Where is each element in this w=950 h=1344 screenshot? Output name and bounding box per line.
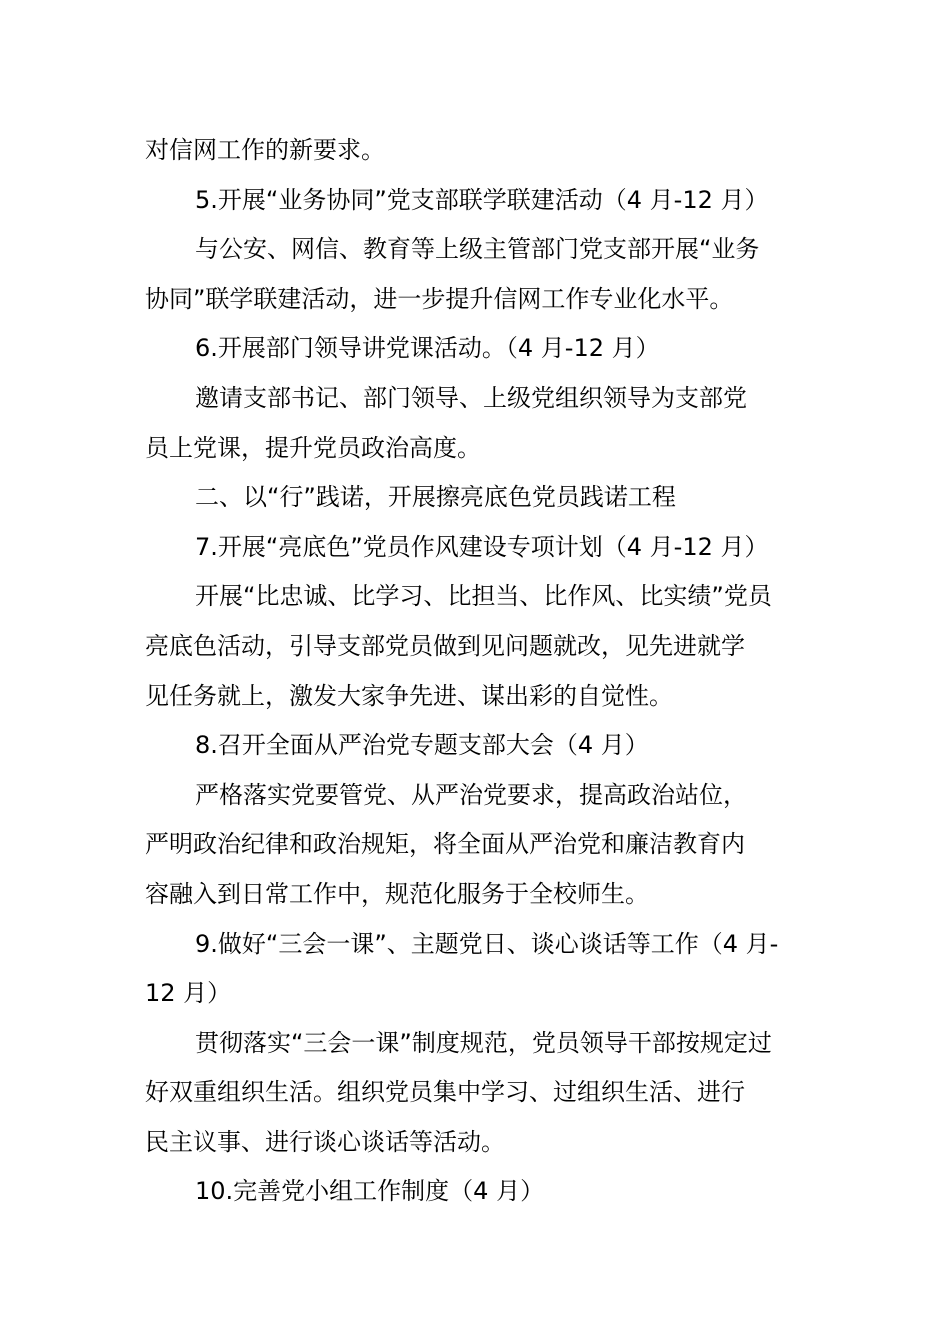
text-line xyxy=(145,820,807,870)
document-body xyxy=(145,126,807,1217)
text-line xyxy=(145,771,807,821)
text-line xyxy=(145,622,807,672)
text-line xyxy=(145,523,807,573)
text-line xyxy=(145,176,807,226)
text-line-content: 9.做好“三会一课”、主题党日、谈心谈话等工作（4 月- xyxy=(195,929,779,958)
text-line xyxy=(145,721,807,771)
text-line xyxy=(145,225,807,275)
text-line xyxy=(145,126,807,176)
text-line-content: 10.完善党小组工作制度（4 月） xyxy=(195,1177,545,1206)
text-line-content: 贯彻落实“三会一课”制度规范，党员领导干部按规定过 xyxy=(195,1028,772,1057)
text-line-content: 开展“比忠诚、比学习、比担当、比作风、比实绩”党员 xyxy=(195,582,772,611)
text-line-content: 民主议事、进行谈心谈话等活动。 xyxy=(145,1127,505,1156)
text-line xyxy=(145,870,807,920)
text-line-content: 严明政治纪律和政治规矩，将全面从严治党和廉洁教育内 xyxy=(145,830,745,859)
text-line-content: 容融入到日常工作中，规范化服务于全校师生。 xyxy=(145,879,649,908)
text-line-content: 好双重组织生活。组织党员集中学习、过组织生活、进行 xyxy=(145,1078,745,1107)
text-line-content: 5.开展“业务协同”党支部联学联建活动（4 月-12 月） xyxy=(195,185,769,214)
text-line-content: 严格落实党要管党、从严治党要求，提高政治站位， xyxy=(195,780,747,809)
text-line xyxy=(145,969,807,1019)
text-line-content: 对信网工作的新要求。 xyxy=(145,136,385,164)
text-line-content: 见任务就上，激发大家争先进、谋出彩的自觉性。 xyxy=(145,681,673,710)
text-line xyxy=(145,424,807,474)
text-line xyxy=(145,374,807,424)
text-line-content: 8.召开全面从严治党专题支部大会（4 月） xyxy=(195,731,649,760)
text-line xyxy=(145,1167,807,1217)
text-line-content: 二、以“行”践诺，开展擦亮底色党员践诺工程 xyxy=(195,483,676,512)
text-line-content: 与公安、网信、教育等上级主管部门党支部开展“业务 xyxy=(195,235,760,264)
text-line xyxy=(145,1118,807,1168)
text-line-content: 员上党课，提升党员政治高度。 xyxy=(145,433,481,462)
text-line xyxy=(145,920,807,970)
text-line-content: 亮底色活动，引导支部党员做到见问题就改，见先进就学 xyxy=(145,631,745,660)
text-line-content: 邀请支部书记、部门领导、上级党组织领导为支部党 xyxy=(195,383,747,412)
text-line-content: 6.开展部门领导讲党课活动。（4 月-12 月） xyxy=(195,334,660,363)
text-line xyxy=(145,1019,807,1069)
text-line xyxy=(145,324,807,374)
text-line-content: 协同”联学联建活动，进一步提升信网工作专业化水平。 xyxy=(145,284,734,313)
text-line xyxy=(145,275,807,325)
text-line-content: 7.开展“亮底色”党员作风建设专项计划（4 月-12 月） xyxy=(195,532,769,561)
text-line xyxy=(145,672,807,722)
text-line-content: 12 月） xyxy=(145,979,232,1008)
text-line xyxy=(145,572,807,622)
text-line xyxy=(145,473,807,523)
text-line xyxy=(145,1068,807,1118)
